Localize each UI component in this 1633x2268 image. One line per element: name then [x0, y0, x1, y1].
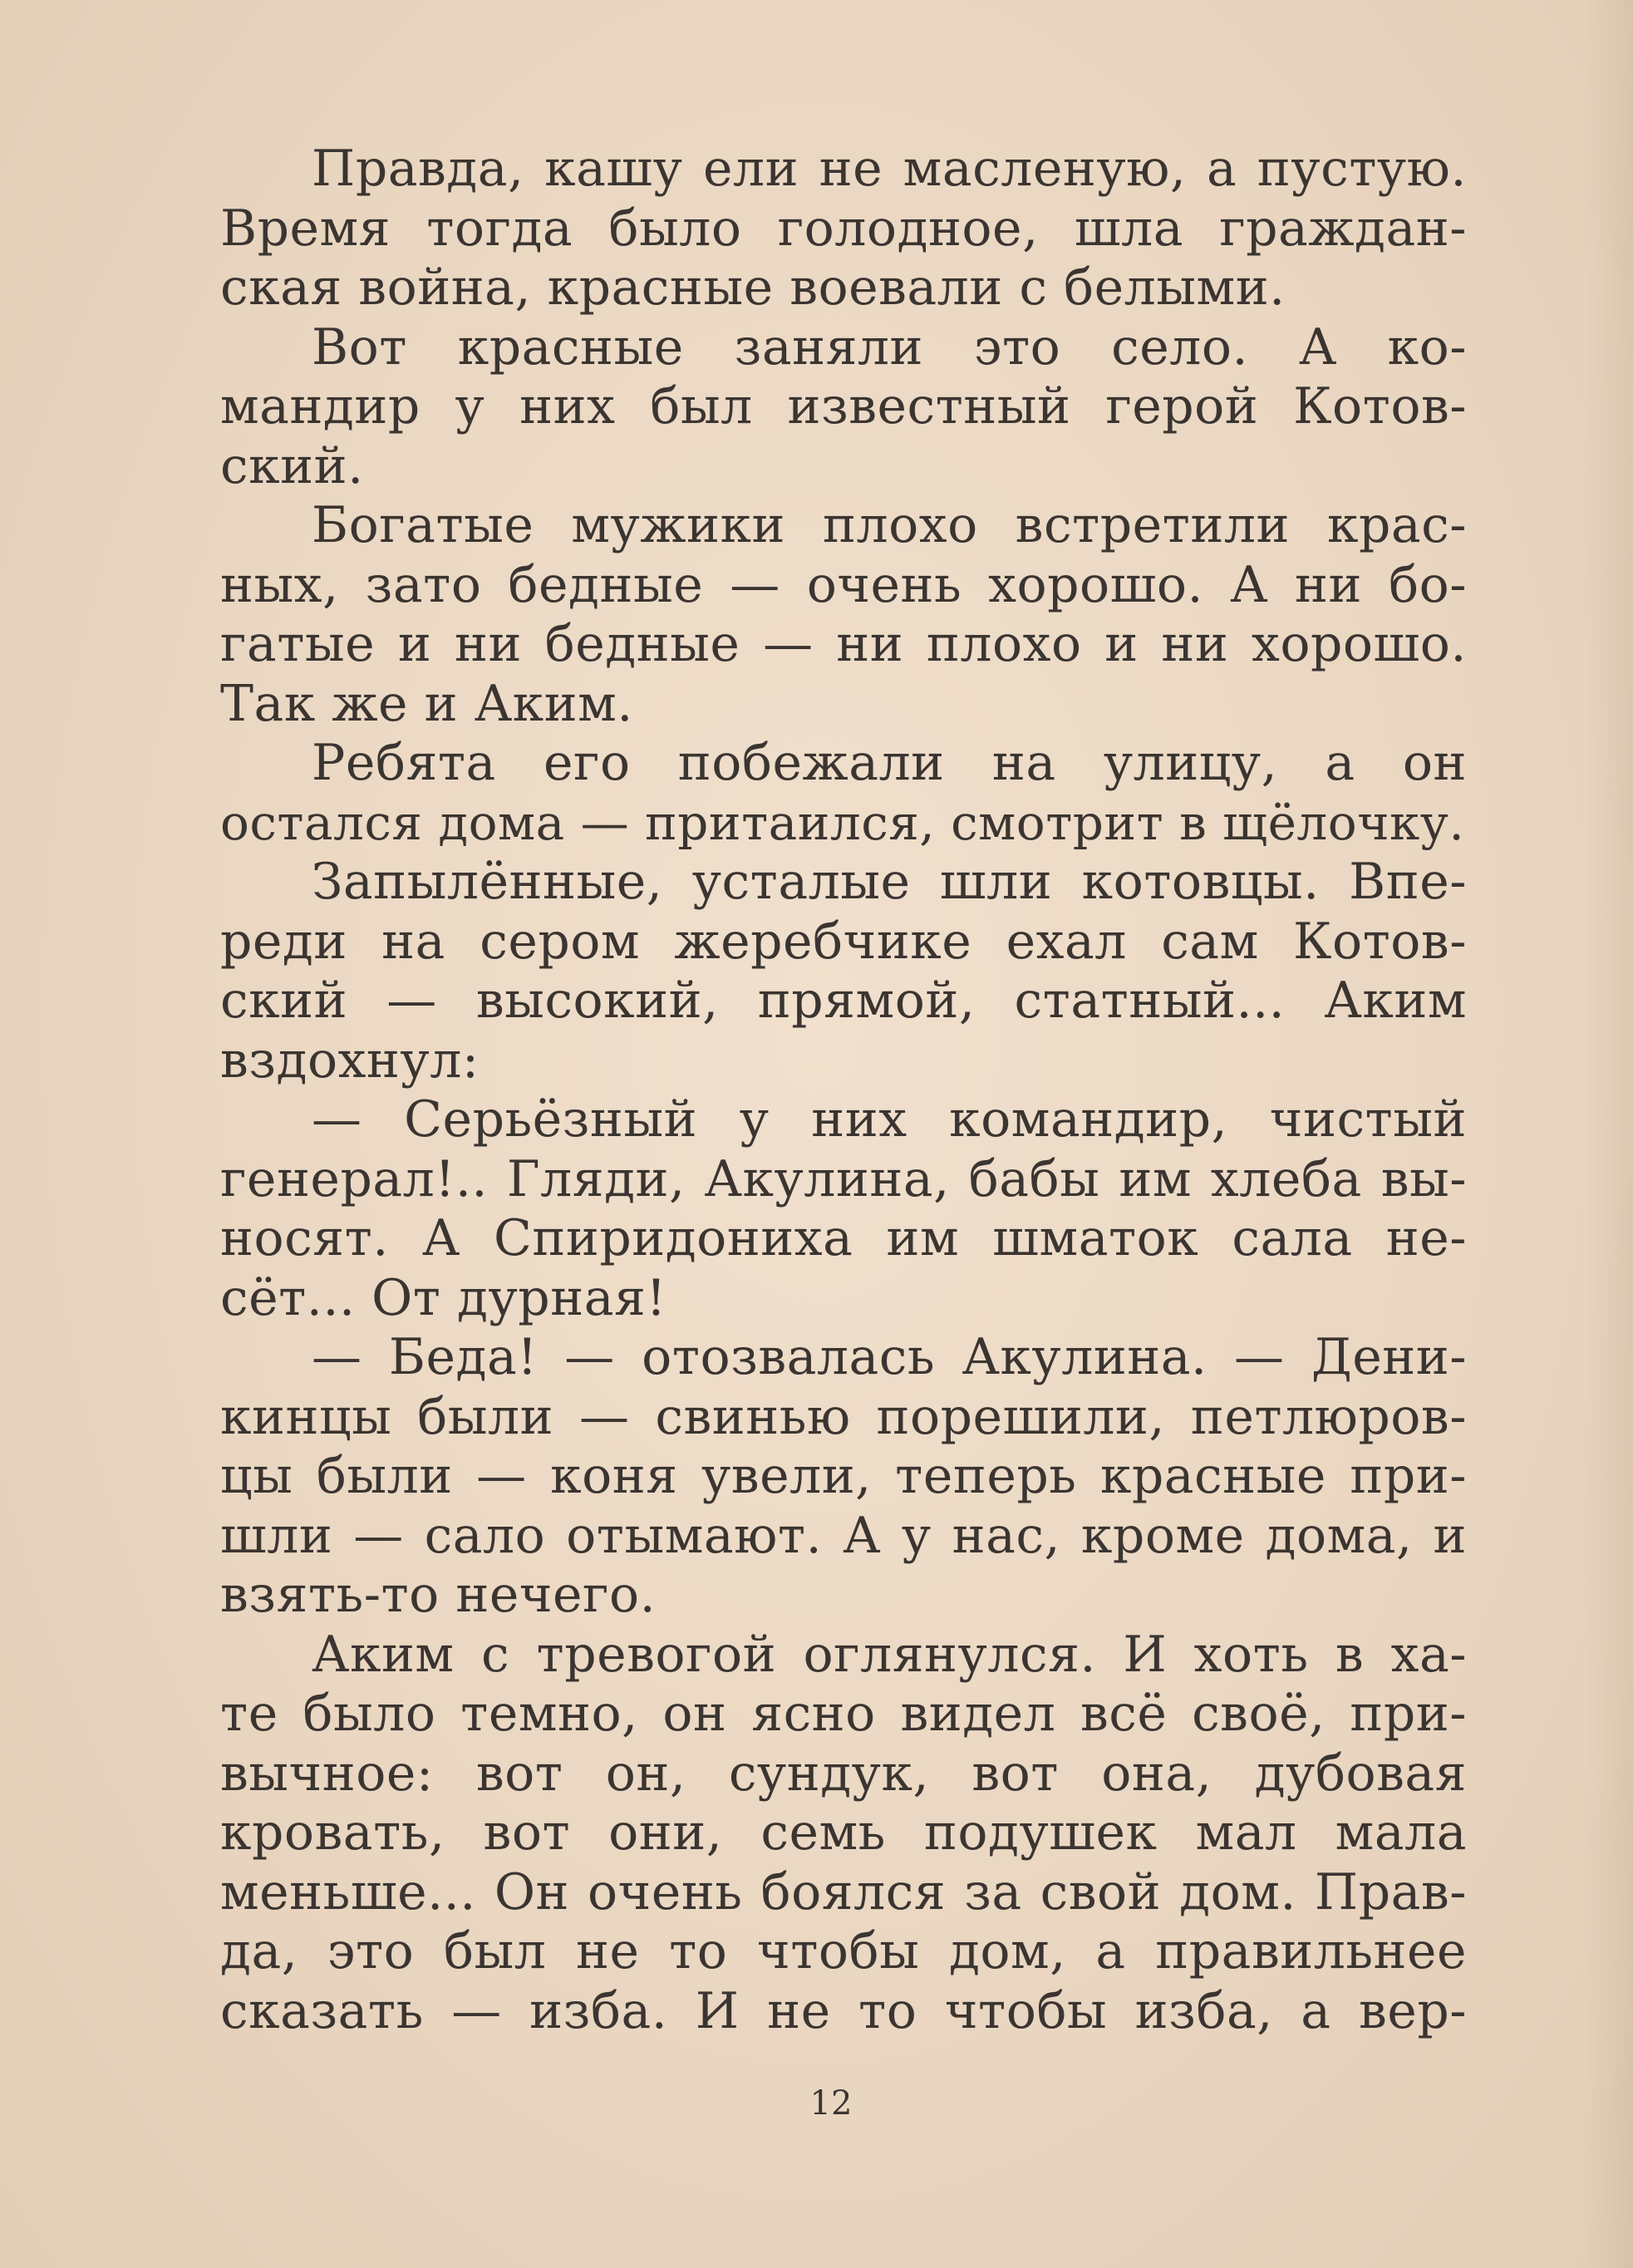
text-line: мандир у них был известный герой Котов- [220, 377, 1467, 435]
text-line: Так же и Аким. [220, 674, 633, 733]
text-line: сёт... От дурная! [220, 1268, 666, 1327]
text-line: шли — сало отымают. А у нас, кроме дома, и [220, 1506, 1467, 1565]
text-line: — Серьёзный у них командир, чистый [312, 1090, 1467, 1149]
text-line: да, это был не то чтобы дом, а правильнее [220, 1922, 1467, 1980]
text-line: меньше... Он очень боялся за свой дом. Прав- [220, 1862, 1467, 1921]
text-line: Время тогда было голодное, шла граждан- [220, 199, 1467, 258]
text-line: ский. [220, 436, 364, 495]
text-line: Аким с тревогой оглянулся. И хоть в ха- [312, 1625, 1467, 1684]
text-line: носят. А Спиридониха им шматок сала не- [220, 1209, 1467, 1267]
text-line: вычное: вот он, сундук, вот она, дубовая [220, 1744, 1467, 1803]
text-line: Богатые мужики плохо встретили крас- [312, 496, 1467, 554]
body-text [220, 140, 1467, 2041]
text-line: цы были — коня увели, теперь красные при- [220, 1447, 1467, 1505]
text-line: кровать, вот они, семь подушек мал мала [220, 1803, 1467, 1862]
text-line: Вот красные заняли это село. А ко- [312, 317, 1467, 376]
text-line: взять-то нечего. [220, 1566, 657, 1624]
text-line: сказать — изба. И не то чтобы изба, а вер- [220, 1981, 1467, 2040]
text-line: Ребята его побежали на улицу, а он [312, 734, 1467, 792]
text-line: Запылённые, усталые шли котовцы. Впе- [312, 853, 1467, 911]
page-number: 12 [809, 2084, 853, 2123]
text-line: — Беда! — отозвалась Акулина. — Дени- [312, 1328, 1467, 1386]
text-line: ский — высокий, прямой, статный... Аким [220, 972, 1467, 1030]
text-line: кинцы были — свинью порешили, петлюров- [220, 1387, 1467, 1446]
text-line: Правда, кашу ели не масленую, а пустую. [312, 140, 1467, 198]
text-line: остался дома — притаился, смотрит в щёлочку. [220, 794, 1465, 851]
text-line: реди на сером жеребчике ехал сам Котов- [220, 912, 1467, 971]
text-line: ных, зато бедные — очень хорошо. А ни бо- [220, 555, 1467, 614]
text-line: те было темно, он ясно видел всё своё, при- [220, 1685, 1467, 1743]
text-line: гатые и ни бедные — ни плохо и ни хорошо. [220, 615, 1467, 673]
text-line: генерал!.. Гляди, Акулина, бабы им хлеба вы- [220, 1149, 1467, 1208]
text-line: ская война, красные воевали с белыми. [220, 258, 1286, 317]
text-line: вздохнул: [220, 1031, 480, 1090]
